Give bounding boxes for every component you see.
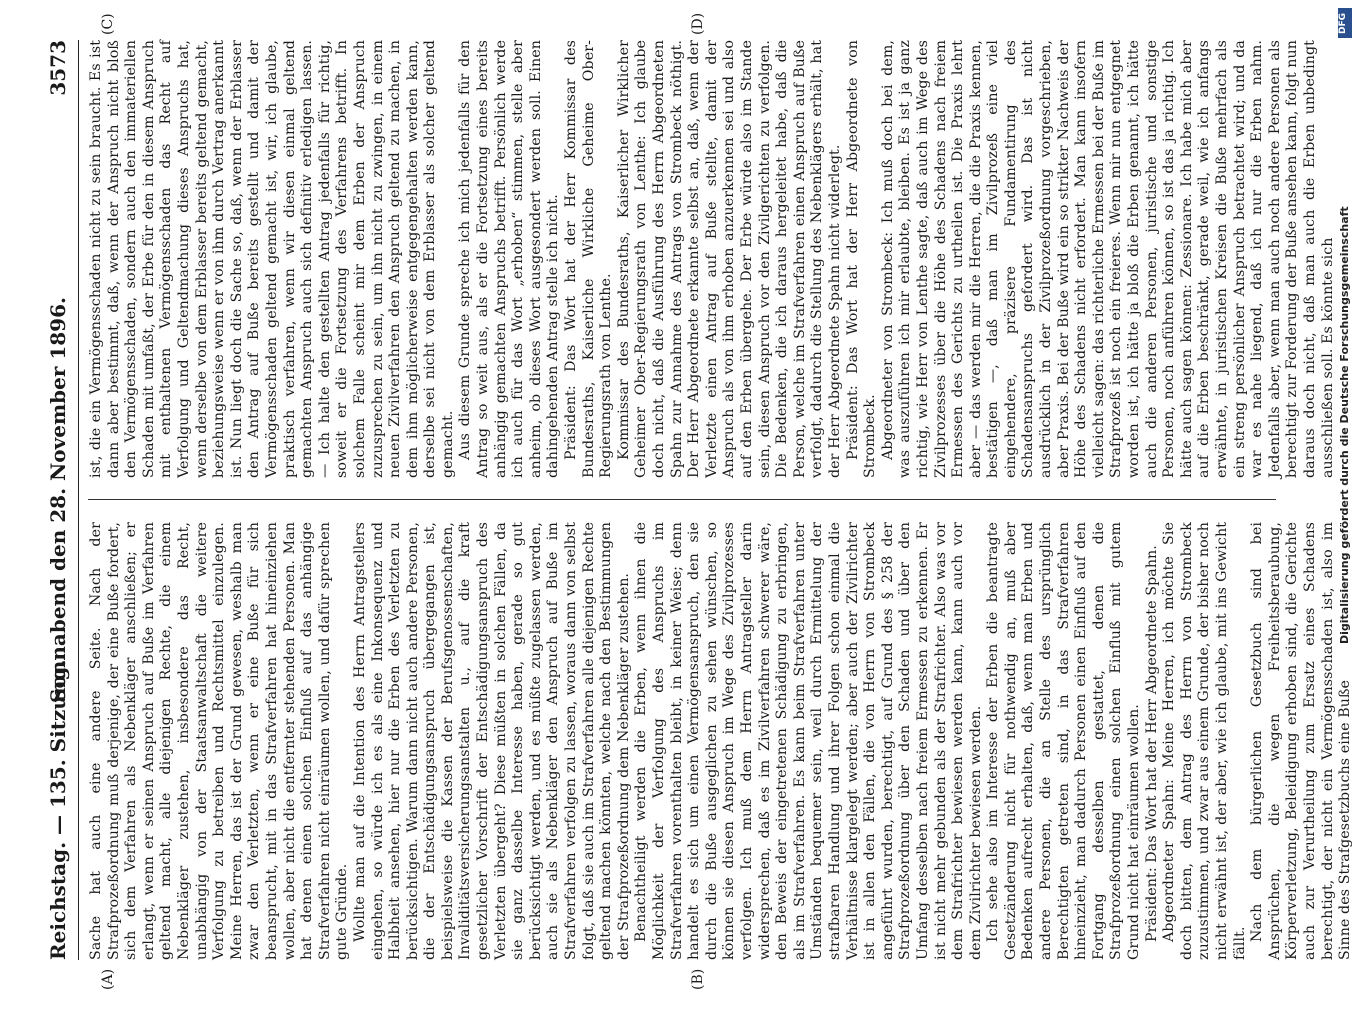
margin-mark-a: (A) — [100, 968, 116, 990]
header-title: Reichstag. — 135. Sitzung. — [46, 659, 70, 960]
dfg-logo: DFG — [1338, 8, 1352, 38]
paragraph: Präsident: Das Wort hat der Herr Abgeordnete Spahn. — [1143, 545, 1160, 942]
page-header — [40, 40, 74, 960]
header-rule — [78, 40, 79, 960]
paragraph: Aus diesem Grunde spreche ich mich jedenfalls für den Antrag so weit aus, als er die Fortsetzung eines bereits anhängig gemachten Anspruchs betrifft. Persönlich werde ich auch für das Wort „erhoben“ stimmen, stelle aber anheim, ob dieses Wort ausgesondert werden soll. Einen dahingehenden Antrag stelle ich nicht. — [457, 40, 562, 478]
credit-text: Digitalisierung gefördert durch die Deutsche Forschungsgemeinschaft — [1338, 206, 1351, 644]
paragraph: Präsident: Das Wort hat der Herr Kommissar des Bundesraths, Kaiserliche Wirkliche Geheime Ober-Regierungsrath von Lenthe. — [563, 40, 615, 478]
margin-mark-c: (C) — [100, 13, 116, 35]
paragraph: Abgeordneter Spahn: Meine Herren, ich möchte Sie doch bitten, dem Antrag des Herrn von Strombeck zuzustimmen, und zwar aus einem Grunde, der bisher noch nicht erwähnt ist, der aber, wie ich glaube, mit ins Gewicht fällt. — [1161, 522, 1248, 960]
paragraph: Nach dem bürgerlichen Gesetzbuch sind bei Ansprüchen, die wegen Freiheitsberaubung, Körperverletzung, Beleidigung erhoben sind, die Gerichte auch zur Verurtheilung zum Ersatz eines Schadens berechtigt, der nicht ein Vermögensschaden ist, also im Sinne des Strafgesetzbuchs eine Buße — [1249, 522, 1353, 960]
header-date: Sonnabend den 28. November 1896. — [46, 297, 70, 703]
paragraph: Präsident: Das Wort hat der Herr Abgeordnete von Strombeck. — [844, 40, 879, 478]
left-column — [88, 522, 1353, 960]
paragraph: ist, die ein Vermögensschaden nicht zu sein braucht. Es ist dann aber bestimmt, daß, wenn der Anspruch nicht bloß den Vermögensschaden, sondern auch den immateriellen Schaden mit umfaßt, der Erbe für den in diesem Anspruch mit enthaltenen Vermögensschaden das Recht auf Verfolgung und Geltendmachung dieses Anspruchs hat, wenn derselbe von dem Erblasser bereits geltend gemacht, beziehungsweise wenn er von ihm durch Vertrag anerkannt ist. Nun liegt doch die Sache so, daß, wenn der Erblasser den Antrag auf Buße bereits gestellt und damit der Vermögensschaden geltend gemacht ist, wir, ich glaube, praktisch verfahren, wenn wir diesen einmal geltend gemachten Anspruch auch sich definitiv erledigen lassen. — Ich halte den gestellten Antrag jedenfalls für richtig, soweit er die Fortsetzung des Verfahrens betrifft. In solchem Falle scheint mir dem Erben der Anspruch zuzusprechen zu sein, um ihn nicht zu zwingen, in einem neuen Zivilverfahren den Anspruch geltend zu machen, in dem ihm möglicherweise entgegengehalten werden kann, derselbe sei nicht von dem Erblasser als solcher geltend gemacht. — [88, 40, 456, 478]
paragraph: Kommissar des Bundesraths, Kaiserlicher Wirklicher Geheimer Ober-Regierungsrath von Lenthe: Ich glaube doch nicht, daß die Ausführung des Herrn Abgeordneten Spahn zur Annahme des Antrags von Strombeck nöthigt. Der Herr Abgeordnete erkannte selbst an, daß, wenn der Verletzte einen Antrag auf Buße stellte, damit der Anspruch als von ihm erhoben anzuerkennen sei und also auf den Erben übergehe. Der Erbe würde also im Stande sein, diesen Anspruch vor den Zivilgerichten zu verfolgen. Die Bedenken, die ich daraus hergeleitet habe, daß die Person, welche im Strafverfahren einen Anspruch auf Buße verfolgt, dadurch die Stellung des Nebenklägers erhält, hat der Herr Abgeordnete Spahn nicht widerlegt. — [615, 40, 843, 478]
column-divider — [88, 499, 1276, 500]
margin-mark-b: (B) — [690, 968, 706, 990]
margin-mark-d: (D) — [690, 12, 706, 35]
page-number: 3573 — [46, 40, 70, 96]
paragraph: Wollte man auf die Intention des Herrn Antragstellers eingehen, so würde ich es als eine Inkonsequenz und Halbheit ansehen, hier nur die Erben des Verletzten zu berücksichtigen. Warum dann nicht auch andere Personen, die der Entschädigungsanspruch übergegangen ist, beispielsweise die Kassen der Berufsgenossenschaften, Invaliditätsversicherungsanstalten u., auf die kraft gesetzlicher Vorschrift der Entschädigungsanspruch des Verletzten übergeht? Diese müßten in solchen Fällen, da sie ganz dasselbe Interesse haben, gerade so gut berücksichtigt werden, und es müßte zugelassen werden, auch sie als Nebenkläger den Anspruch auf Buße im Strafverfahren verfolgen zu lassen, woraus dann von selbst folgt, daß sie auch im Strafverfahren alle diejenigen Rechte geltend machen könnten, welche nach den Bestimmungen der Strafprozeßordnung dem Nebenkläger zustehen. — [351, 522, 632, 960]
paragraph: Sache hat auch eine andere Seite. Nach der Strafprozeßordnung muß derjenige, der eine Buße fordert, sich dem Verfahren als Nebenkläger anschließen; er erlangt, wenn er seinen Anspruch auf Buße im Verfahren geltend macht, alle diejenigen Rechte, die einem Nebenkläger zustehen, insbesondere das Recht, unabhängig von der Staatsanwaltschaft die weitere Verfolgung zu betreiben und Rechtsmittel einzulegen. Meine Herren, das ist der Grund gewesen, weshalb man zwar den Verletzten, wenn er eine Buße für sich beansprucht, mit in das Strafverfahren hat hineinziehen wollen, aber nicht die entfernter stehenden Personen. Man hat denen einen solchen Einfluß auf das anhängige Strafverfahren nicht einräumen wollen, und dafür sprechen gute Gründe. — [88, 522, 351, 960]
right-column — [88, 40, 1337, 478]
paragraph: Benachtheiligt werden die Erben, wenn ihnen die Möglichkeit der Verfolgung des Anspruchs im Strafverfahren vorenthalten bleibt, in keiner Weise; denn handelt es sich um einen Vermögensanspruch, den sie durch die Buße ausgeglichen zu sehen wünschen, so können sie diesen Anspruch im Wege des Zivilprozesses verfolgen. Ich muß dem Herrn Antragsteller darin widersprechen, daß es im Zivilverfahren schwerer wäre, den Beweis der eingetretenen Schädigung zu erbringen, als im Strafverfahren. Es kann beim Strafverfahren unter Umständen bequemer sein, weil durch Ermittelung der strafbaren Handlung und ihrer Folgen schon einmal die Verhältnisse klargelegt werden; aber auch der Zivilrichter ist in allen den Fällen, die von Herrn von Strombeck angeführt wurden, berechtigt, auf Grund des § 258 der Strafprozeßordnung über den Schaden und über den Umfang desselben nach freiem Ermessen zu erkennen. Er ist nicht mehr gebunden als der Strafrichter. Also was vor dem Strafrichter bewiesen werden kann, kann auch vor dem Zivilrichter bewiesen werden. — [633, 522, 984, 960]
digitization-credit — [1338, 44, 1352, 1034]
paragraph: Abgeordneter von Strombeck: Ich muß doch bei dem, was auszuführen ich mir erlaubte, bleiben. Es ist ja ganz richtig, wie Herr von Lenthe sagte, daß auch im Wege des Zivilprozesses über die Höhe des Schadens nach freiem Ermessen des Gerichts zu urtheilen ist. Die Praxis lehrt aber — das werden mir die Herren, die die Praxis kennen, bestätigen —, daß man im Zivilprozeß eine viel eingehendere, präzisere Fundamentirung des Schadensanspruchs gefordert wird. Das ist nicht ausdrücklich in der Zivilprozeßordnung vorgeschrieben, aber Praxis. Bei der Buße wird ein so strikter Nachweis der Höhe des Schadens nicht erfordert. Man kann insofern vielleicht sagen: das richterliche Ermessen bei der Buße im Strafprozeß ist noch ein freieres. Wenn mir nun entgegnet worden ist, ich hätte ja bloß die Erben genannt, ich hätte auch die anderen Personen, juristische und sonstige Personen, noch anführen können, so ist das ja richtig. Ich hätte auch sagen können: Zessionare. Ich habe mich aber auf die Erben beschränkt, gerade weil, wie ich anfangs erwähnte, in juristischen Kreisen die Buße mehrfach als ein streng persönlicher Anspruch betrachtet wird; und da war es nahe liegend, daß ich nur die Erben nahm. Jedenfalls aber, wenn man auch noch andere Personen als berechtigt zur Forderung der Buße ansehen kann, folgt nun daraus doch nicht, daß man auch die Erben unbedingt ausschließen soll. Es könnte sich — [879, 40, 1336, 478]
paragraph: Ich sehe also im Interesse der Erben die beantragte Gesetzänderung nicht für nothwendig an, muß aber Bedenken aufrecht erhalten, daß, wenn man Erben und andere Personen, die an Stelle des ursprünglich Berechtigten getreten sind, in das Strafverfahren hineinzieht, man dadurch Personen einen Einfluß auf den Fortgang desselben gestattet, denen die Strafprozeßordnung einen solchen Einfluß mit gutem Grund nicht hat einräumen wollen. — [985, 522, 1143, 960]
